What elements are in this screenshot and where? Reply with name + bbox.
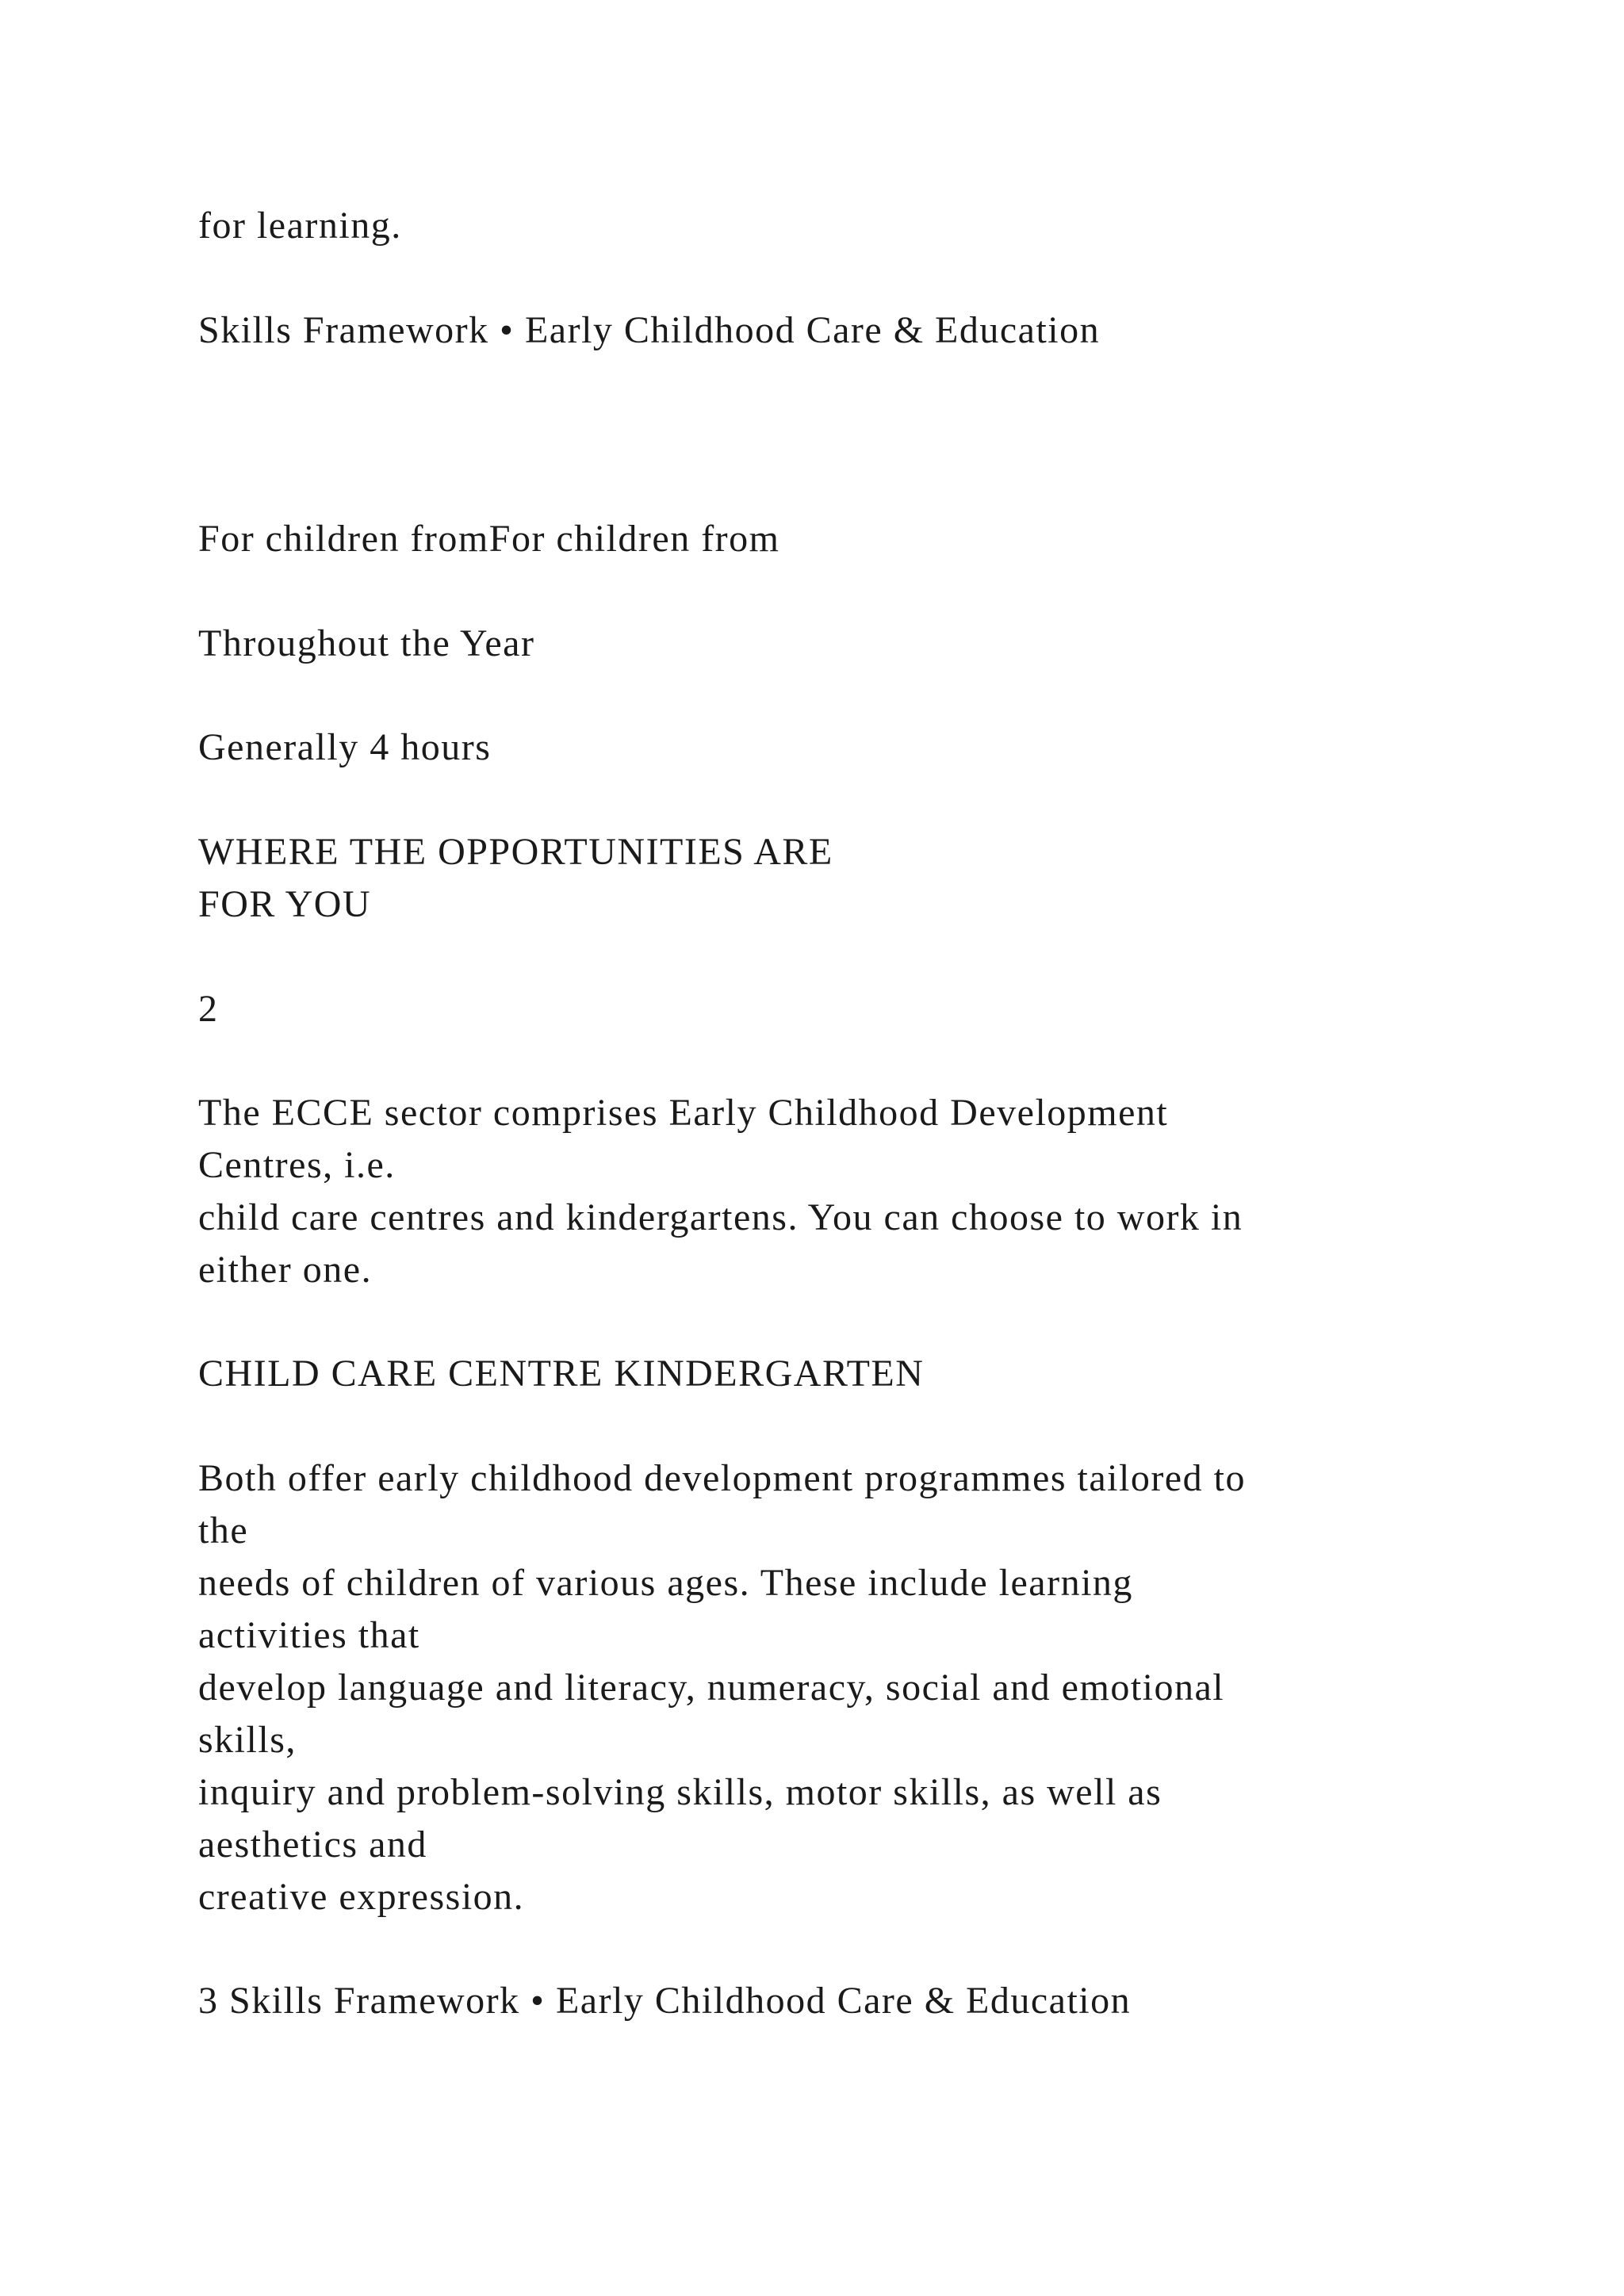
- intro-paragraph: The ECCE sector comprises Early Childhood Development Centres, i.e. child care centres and kindergartens. You can choose to work in either one.: [198, 1092, 1243, 1291]
- running-header: Skills Framework • Early Childhood Care & Education: [198, 309, 1101, 351]
- centre-types-heading: CHILD CARE CENTRE KINDERGARTEN: [198, 1353, 925, 1395]
- text-fragment-for-learning: for learning.: [198, 205, 402, 247]
- age-range-label: For children fromFor children from: [198, 518, 780, 560]
- schedule-label: Throughout the Year: [198, 622, 535, 664]
- running-footer: 3 Skills Framework • Early Childhood Care & Education: [198, 1980, 1132, 2022]
- page-number: 2: [198, 988, 219, 1030]
- programmes-paragraph: Both offer early childhood development programmes tailored to the needs of children of various ages. These include learning activities that develop language and literacy, numeracy, social and emotional skills, inquiry and problem-solving skills, motor skills, as well as aesthetics and creative expression.: [198, 1457, 1246, 1918]
- section-heading: WHERE THE OPPORTUNITIES ARE FOR YOU: [198, 831, 833, 925]
- hours-label: Generally 4 hours: [198, 726, 492, 768]
